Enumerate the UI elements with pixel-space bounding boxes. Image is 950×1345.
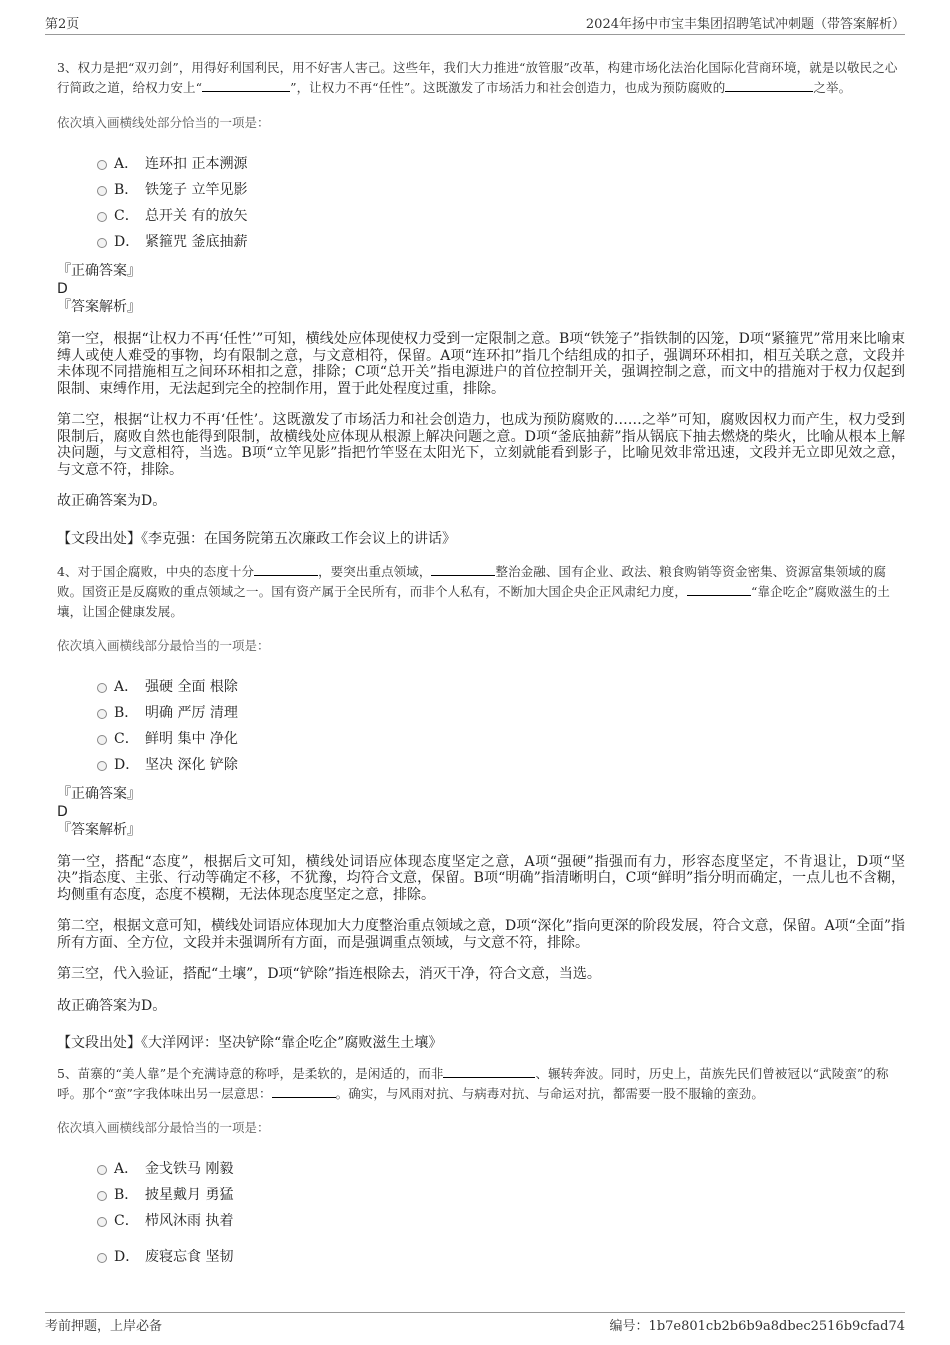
answer-blank bbox=[202, 79, 290, 92]
radio-icon[interactable] bbox=[97, 761, 107, 771]
radio-icon[interactable] bbox=[97, 186, 107, 196]
radio-icon[interactable] bbox=[97, 683, 107, 693]
question-4 bbox=[57, 562, 905, 1053]
question-5-options bbox=[57, 1155, 905, 1269]
correct-answer: D bbox=[57, 803, 68, 820]
analysis-paragraph: 第一空，根据“让权力不再‘任性’”可知，横线处应体现使权力受到一定限制之意。B项“铁笼子”指铁制的囚笼，D项“紧箍咒”常用来比喻束缚人或使人难受的事物，均有限制之意，与文意相符，保留。A项“连环扣”指几个结组成的扣子，强调环环相扣，相互关联之意，文段并未体现不同措施相互之间环环相扣之意，排除；C项“总开关”指电源进户的首位控制开关，强调控制之意，而文中的措施对于权力仅起到限制、束缚作用，无法起到完全的控制作用，置于此处程度过重，排除。 bbox=[57, 331, 905, 397]
analysis-conclusion: 故正确答案为D。 bbox=[57, 997, 167, 1014]
option-a[interactable]: A． 强硬 全面 根除 bbox=[57, 673, 905, 699]
radio-icon[interactable] bbox=[97, 1165, 107, 1175]
option-b[interactable]: B． 铁笼子 立竿见影 bbox=[57, 176, 905, 202]
footer-slogan: 考前押题，上岸必备 bbox=[45, 1318, 163, 1334]
correct-answer: D bbox=[57, 281, 68, 297]
answer-blank bbox=[687, 583, 751, 596]
document-title: 2024年扬中市宝丰集团招聘笔试冲刺题（带答案解析） bbox=[585, 17, 905, 32]
analysis-conclusion: 故正确答案为D。 bbox=[57, 493, 167, 509]
radio-icon[interactable] bbox=[97, 212, 107, 222]
answer-blank bbox=[443, 1065, 535, 1078]
analysis-paragraph: 第三空，代入验证，搭配“土壤”，D项“铲除”指连根除去，消灭干净，符合文意，当选。 bbox=[57, 966, 601, 982]
option-d[interactable]: D． 坚决 深化 铲除 bbox=[57, 751, 905, 777]
analysis-label: 『答案解析』 bbox=[57, 821, 141, 838]
radio-icon[interactable] bbox=[97, 1253, 107, 1263]
analysis-paragraph: 第二空，根据文意可知，横线处词语应体现加大力度整治重点领域之意，D项“深化”指向更深的阶段发展，符合文意，保留。A项“全面”指所有方面、全方位，文段并未强调所有方面，而是强调重点领域，与文意不符，排除。 bbox=[57, 918, 905, 951]
radio-icon[interactable] bbox=[97, 709, 107, 719]
document-body bbox=[57, 58, 905, 1269]
option-a[interactable]: A． 金戈铁马 刚毅 bbox=[57, 1155, 905, 1181]
page-number: 第2页 bbox=[45, 17, 80, 32]
option-c[interactable]: C． 鲜明 集中 净化 bbox=[57, 725, 905, 751]
source-citation: 【文段出处】《大洋网评：坚决铲除“靠企吃企”腐败滋生土壤》 bbox=[57, 1035, 443, 1051]
answer-label: 『正确答案』 bbox=[57, 785, 141, 802]
answer-blank bbox=[272, 1085, 336, 1098]
radio-icon[interactable] bbox=[97, 238, 107, 248]
question-3 bbox=[57, 58, 905, 548]
question-3-text: 3、权力是把“双刃剑”，用得好利国利民，用不好害人害己。这些年，我们大力推进“放管服”改革，构建市场化法治化国际化营商环境，就是以敬民之心行简政之道，给权力安上“ ”，让权力不再“任性”。这既激发了市场活力和社会创造力，也成为预防腐败的 之举。 bbox=[57, 60, 898, 95]
analysis-paragraph: 第二空，根据“让权力不再‘任性’。这既激发了市场活力和社会创造力，也成为预防腐败的……之举”可知，腐败因权力而产生，权力受到限制后，腐败自然也能得到限制，故横线处应体现从根源上解决问题之意。D项“釜底抽薪”指从锅底下抽去燃烧的柴火，比喻从根本上解决问题，与文意相符，当选。B项“立竿见影”指把竹竿竖在太阳光下，立刻就能看到影子，比喻见效非常迅速，文段并无立即见效之意，与文意不符，排除。 bbox=[57, 412, 905, 478]
question-4-text: 4、对于国企腐败，中央的态度十分 ，要突出重点领域， 整治金融、国有企业、政法、粮食购销等资金密集、资源富集领域的腐败。国资正是反腐败的重点领域之一。国有资产属于全民所有，而非个人私有，不断加大国企央企正风肃纪力度， “靠企吃企”腐败滋生的土壤，让国企健康发展。 bbox=[57, 563, 890, 619]
question-3-prompt: 依次填入画横线处部分恰当的一项是： bbox=[57, 115, 270, 130]
page-header bbox=[45, 12, 905, 35]
radio-icon[interactable] bbox=[97, 1191, 107, 1201]
answer-blank bbox=[254, 563, 318, 576]
option-c[interactable]: C． 总开关 有的放矢 bbox=[57, 202, 905, 228]
question-5 bbox=[57, 1064, 905, 1269]
option-b[interactable]: B． 披星戴月 勇猛 bbox=[57, 1181, 905, 1207]
question-5-prompt: 依次填入画横线部分最恰当的一项是： bbox=[57, 1120, 270, 1135]
question-3-options bbox=[57, 150, 905, 254]
radio-icon[interactable] bbox=[97, 1217, 107, 1227]
radio-icon[interactable] bbox=[97, 160, 107, 170]
document-id: 编号：1b7e801cb2b6b9a8dbec2516b9cfad74 bbox=[609, 1318, 905, 1334]
option-a[interactable]: A． 连环扣 正本溯源 bbox=[57, 150, 905, 176]
radio-icon[interactable] bbox=[97, 735, 107, 745]
question-4-options bbox=[57, 673, 905, 777]
question-4-prompt: 依次填入画横线部分最恰当的一项是： bbox=[57, 637, 270, 653]
option-d[interactable]: D． 紧箍咒 釜底抽薪 bbox=[57, 228, 905, 254]
analysis-label: 『答案解析』 bbox=[57, 299, 141, 315]
answer-blank bbox=[431, 563, 495, 576]
option-d[interactable]: D． 废寝忘食 坚韧 bbox=[57, 1243, 905, 1269]
page-footer bbox=[45, 1312, 905, 1335]
answer-blank bbox=[725, 79, 813, 92]
question-5-text: 5、苗寨的“美人靠”是个充满诗意的称呼，是柔软的，是闲适的，而非 、辗转奔波。同时，历史上，苗族先民们曾被冠以“武陵蛮”的称呼。那个“蛮”字我体味出另一层意思： 。确实，与风雨对抗、与病毒对抗、与命运对抗，都需要一股不服输的蛮劲。 bbox=[57, 1066, 889, 1101]
answer-label: 『正确答案』 bbox=[57, 263, 141, 279]
analysis-paragraph: 第一空，搭配“态度”，根据后文可知，横线处词语应体现态度坚定之意，A项“强硬”指强而有力，形容态度坚定，不肯退让，D项“坚决”指态度、主张、行动等确定不移，不犹豫，均符合文意，保留。B项“明确”指清晰明白，C项“鲜明”指分明而确定，一点儿也不含糊，均侧重有态度，态度不模糊，无法体现态度坚定之意，排除。 bbox=[57, 853, 905, 903]
option-b[interactable]: B． 明确 严厉 清理 bbox=[57, 699, 905, 725]
option-c[interactable]: C． 栉风沐雨 执着 bbox=[57, 1207, 905, 1233]
source-citation: 【文段出处】《李克强：在国务院第五次廉政工作会议上的讲话》 bbox=[57, 530, 456, 547]
